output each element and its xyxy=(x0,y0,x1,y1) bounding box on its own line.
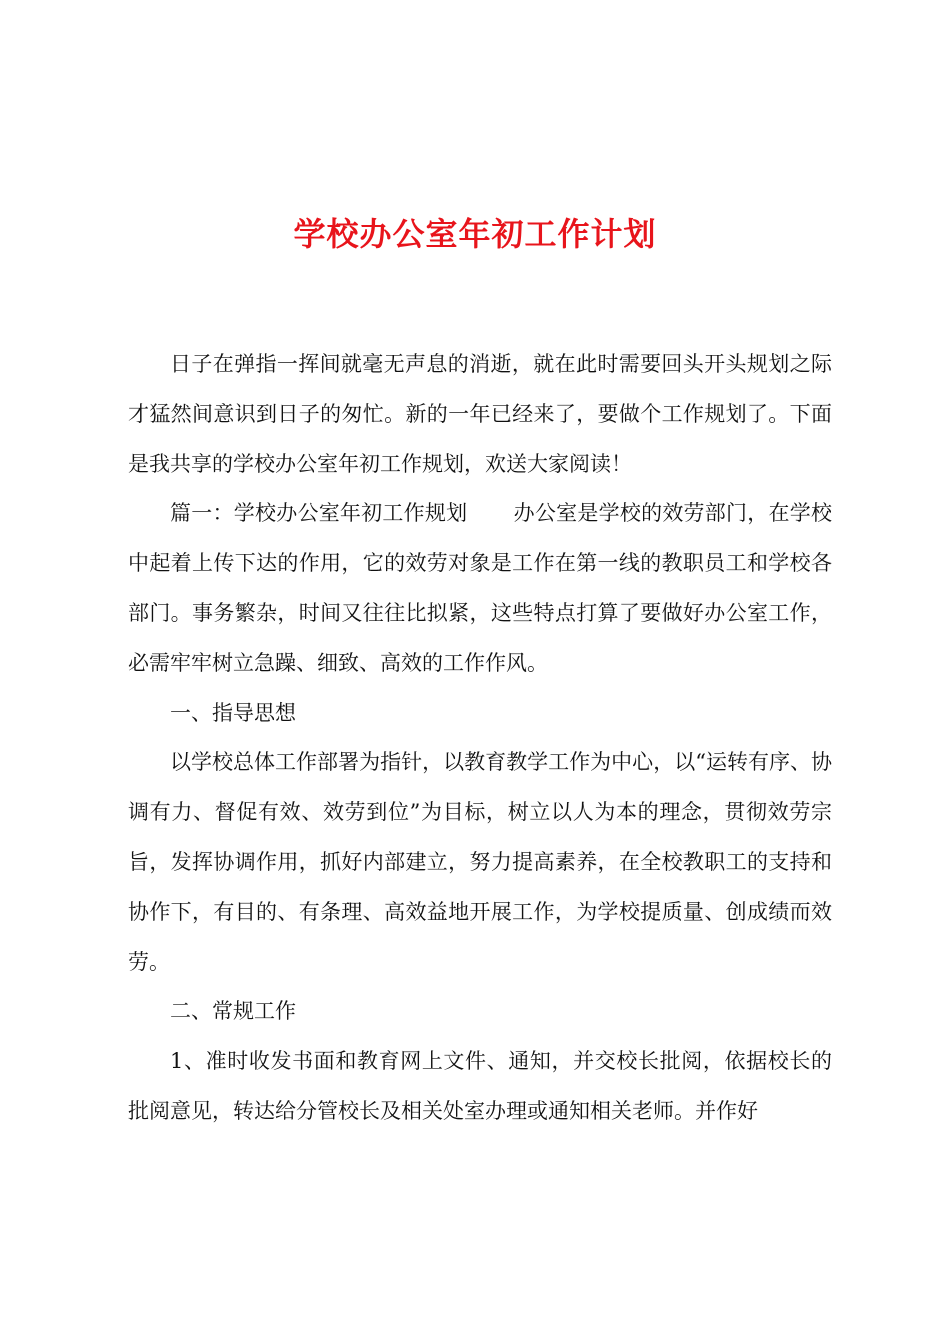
routine-work-item-1: 1、准时收发书面和教育网上文件、通知，并交校长批阅，依据校长的批阅意见，转达给分管校长及相关处室办理或通知相关老师。并作好 xyxy=(128,1049,832,1123)
section-heading: 篇一：学校办公室年初工作规划 xyxy=(170,501,468,526)
heading-routine-work: 二、常规工作 xyxy=(170,999,296,1024)
guiding-thought-paragraph: 以学校总体工作部署为指针，以教育教学工作为中心，以“运转有序、协调有力、督促有效、效劳到位”为目标，树立以人为本的理念，贯彻效劳宗旨，发挥协调作用，抓好内部建立，努力提高素养，在全校教职工的支持和协作下，有目的、有条理、高效益地开展工作，为学校提质量、创成绩而效劳。 xyxy=(128,750,832,974)
document-title: 学校办公室年初工作计划 xyxy=(293,215,657,253)
document-body xyxy=(128,340,832,1137)
section-paragraph xyxy=(128,489,832,688)
section-intro-text: 办公室是学校的效劳部门，在学校中起着上传下达的作用，它的效劳对象是工作在第一线的教职员工和学校各部门。事务繁杂，时间又往往比拟紧，这些特点打算了要做好办公室工作，必需牢牢树立急躁、细致、高效的工作作风。 xyxy=(128,501,833,675)
heading-guiding-thought: 一、指导思想 xyxy=(170,700,296,725)
intro-paragraph: 日子在弹指一挥间就毫无声息的消逝，就在此时需要回头开头规划之际才猛然间意识到日子的匆忙。新的一年已经来了，要做个工作规划了。下面是我共享的学校办公室年初工作规划，欢送大家阅读！ xyxy=(128,352,832,476)
